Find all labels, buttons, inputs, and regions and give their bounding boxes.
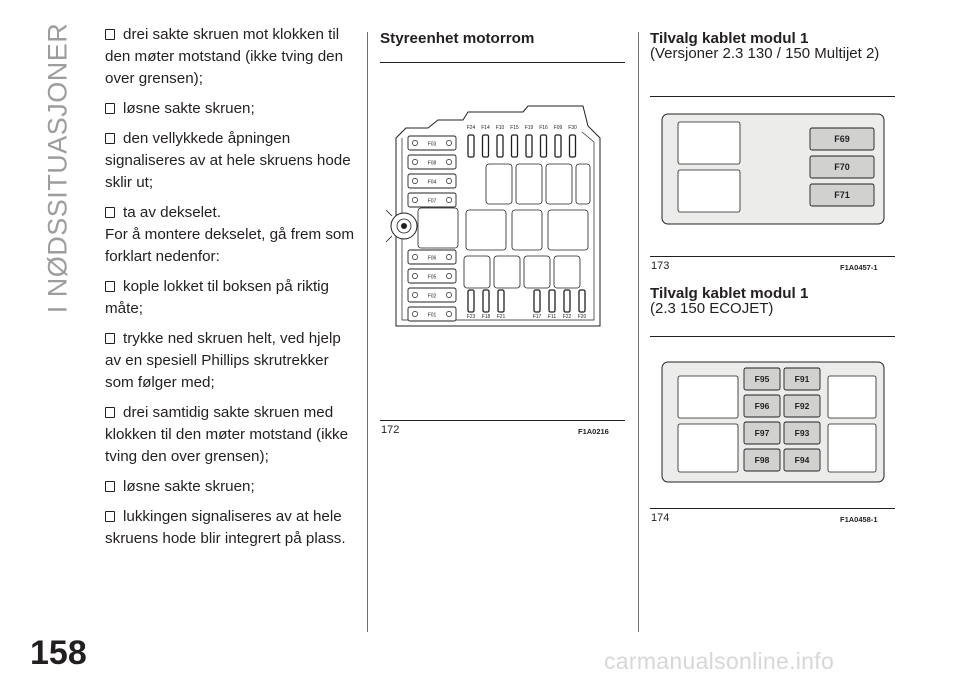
figure-173-top-rule xyxy=(650,96,895,97)
fuse-f18 xyxy=(482,290,491,320)
instruction-paragraph xyxy=(105,98,357,120)
svg-text:F71: F71 xyxy=(834,190,850,201)
fuse-f91 xyxy=(784,368,820,390)
instruction-text: den vellykkede åpningen signaliseres av at hele skruens hode sklir ut; xyxy=(105,130,351,191)
instruction-paragraph xyxy=(105,224,357,268)
heading-optional-module-1-ecojet: Tilvalg kablet modul 1 xyxy=(650,285,809,302)
svg-text:F03: F03 xyxy=(427,141,437,148)
fuse-f92 xyxy=(784,395,820,417)
svg-text:F11: F11 xyxy=(547,314,557,320)
figure-174-top-rule xyxy=(650,336,895,337)
svg-text:F97: F97 xyxy=(754,428,770,439)
fuse-f22 xyxy=(563,290,572,320)
fuse-f20 xyxy=(578,290,587,320)
svg-text:F18: F18 xyxy=(481,314,491,320)
svg-text:F21: F21 xyxy=(496,314,506,320)
fuse-f93 xyxy=(784,422,820,444)
figure-174-number: 174 xyxy=(651,512,670,524)
subtitle-optional-module-1-ecojet: (2.3 150 ECOJET) xyxy=(650,300,774,317)
heading-optional-module-1: Tilvalg kablet modul 1 xyxy=(650,30,809,47)
watermark-text: carmanualsonline.info xyxy=(604,648,835,674)
svg-text:F17: F17 xyxy=(532,314,542,320)
svg-text:F23: F23 xyxy=(466,314,476,320)
svg-text:F19: F19 xyxy=(524,125,534,131)
fuse-f94 xyxy=(784,449,820,471)
svg-text:F95: F95 xyxy=(754,374,770,385)
page-number: 158 xyxy=(30,634,87,672)
checkbox-bullet-icon xyxy=(105,281,115,292)
optional-module-fuse-diagram-173 xyxy=(650,100,895,250)
fuse-f07 xyxy=(408,193,456,207)
fuse-f10 xyxy=(496,125,505,157)
fuse-f04 xyxy=(408,174,456,188)
fuse-f95 xyxy=(744,368,780,390)
instruction-paragraph xyxy=(105,128,357,194)
instruction-text-column xyxy=(105,24,357,558)
svg-text:F69: F69 xyxy=(834,134,850,145)
checkbox-bullet-icon xyxy=(105,207,115,218)
fuse-f11 xyxy=(548,290,556,320)
svg-text:F70: F70 xyxy=(834,162,850,173)
svg-text:F01: F01 xyxy=(427,312,437,319)
fuse-f24 xyxy=(467,125,476,157)
instruction-text: lukkingen signaliseres av at hele skruens hode blir integrert på plass. xyxy=(105,508,346,547)
checkbox-bullet-icon xyxy=(105,407,115,418)
svg-text:F20: F20 xyxy=(577,314,587,320)
figure-172-number: 172 xyxy=(381,424,400,436)
fuse-f06 xyxy=(408,250,456,264)
svg-text:F30: F30 xyxy=(568,125,577,131)
fuse-f02 xyxy=(408,288,456,302)
instruction-paragraph xyxy=(105,202,357,224)
svg-text:F04: F04 xyxy=(427,179,437,186)
fuse-f09 xyxy=(554,125,563,157)
instruction-paragraph xyxy=(105,24,357,90)
figure-174-bottom-rule xyxy=(650,508,895,509)
instruction-text: drei sakte skruen mot klokken til den møter motstand (ikke tving den over grensen); xyxy=(105,26,344,87)
optional-module-fuse-diagram-174 xyxy=(650,356,895,496)
svg-text:F22: F22 xyxy=(562,314,572,320)
svg-text:F05: F05 xyxy=(427,274,437,281)
fuse-f30 xyxy=(568,125,577,157)
instruction-paragraph xyxy=(105,402,357,468)
checkbox-bullet-icon xyxy=(105,103,115,114)
svg-text:F98: F98 xyxy=(754,455,770,466)
svg-text:F06: F06 xyxy=(427,255,437,262)
instruction-paragraph xyxy=(105,276,357,320)
instruction-text: For å montere dekselet, gå frem som forklart nedenfor: xyxy=(105,226,355,265)
checkbox-bullet-icon xyxy=(105,333,115,344)
checkbox-bullet-icon xyxy=(105,511,115,522)
svg-text:F07: F07 xyxy=(427,198,437,205)
fuse-f05 xyxy=(408,269,456,283)
fuse-f97 xyxy=(744,422,780,444)
fuse-f01 xyxy=(408,307,456,321)
column-divider-left xyxy=(367,32,368,632)
instruction-paragraph xyxy=(105,328,357,394)
figure-173-code: F1A0457-1 xyxy=(840,263,878,272)
instruction-text: løsne sakte skruen; xyxy=(123,478,255,495)
checkbox-bullet-icon xyxy=(105,29,115,40)
svg-text:F93: F93 xyxy=(794,428,810,439)
figure-173-bottom-rule xyxy=(650,256,895,257)
svg-text:F08: F08 xyxy=(427,160,437,167)
column-divider-right xyxy=(638,32,639,632)
subtitle-optional-module-1: (Versjoner 2.3 130 / 150 Multijet 2) xyxy=(650,45,880,62)
figure-174-code: F1A0458-1 xyxy=(840,515,878,524)
figure-172-bottom-rule xyxy=(380,420,625,421)
fuse-f19 xyxy=(525,125,534,157)
fuse-f71 xyxy=(810,184,874,206)
svg-text:F91: F91 xyxy=(794,374,810,385)
instruction-paragraph xyxy=(105,506,357,550)
heading-engine-fuse-box: Styreenhet motorrom xyxy=(380,30,535,47)
fuse-f15 xyxy=(510,125,519,157)
fuse-f70 xyxy=(810,156,874,178)
section-title-text: I NØDSSITUASJONER xyxy=(42,22,73,314)
svg-text:F15: F15 xyxy=(510,125,519,131)
instruction-text: ta av dekselet. xyxy=(123,204,221,221)
fuse-f08 xyxy=(408,155,456,169)
fuse-f98 xyxy=(744,449,780,471)
fuse-f23 xyxy=(467,290,476,320)
fuse-f69 xyxy=(810,128,874,150)
svg-text:F24: F24 xyxy=(466,125,476,131)
svg-text:F96: F96 xyxy=(754,401,770,412)
figure-173-number: 173 xyxy=(651,260,670,272)
checkbox-bullet-icon xyxy=(105,481,115,492)
figure-172-top-rule xyxy=(380,62,625,63)
fuse-f17 xyxy=(533,290,542,320)
fuse-f03 xyxy=(408,136,456,150)
instruction-text: løsne sakte skruen; xyxy=(123,100,255,117)
svg-text:F92: F92 xyxy=(794,401,810,412)
fuse-f21 xyxy=(497,290,506,320)
instruction-text: trykke ned skruen helt, ved hjelp av en spesiell Phillips skrutrekker som følger med; xyxy=(105,330,341,391)
fuse-f14 xyxy=(481,125,490,157)
svg-text:F09: F09 xyxy=(553,125,563,131)
instruction-text: drei samtidig sakte skruen med klokken til den møter motstand (ikke tving den over grensen); xyxy=(105,404,349,465)
fuse-f16 xyxy=(539,125,548,157)
checkbox-bullet-icon xyxy=(105,133,115,144)
engine-fuse-box-diagram xyxy=(378,98,628,338)
svg-text:F94: F94 xyxy=(794,455,810,466)
svg-text:F14: F14 xyxy=(481,125,490,131)
instruction-paragraph xyxy=(105,476,357,498)
figure-172-code: F1A0216 xyxy=(578,427,609,436)
svg-text:F10: F10 xyxy=(495,125,505,131)
instruction-text: kople lokket til boksen på riktig måte; xyxy=(105,278,329,317)
fuse-f96 xyxy=(744,395,780,417)
svg-text:F16: F16 xyxy=(539,125,548,131)
svg-text:F02: F02 xyxy=(427,293,437,300)
section-sidebar-title xyxy=(38,18,78,318)
